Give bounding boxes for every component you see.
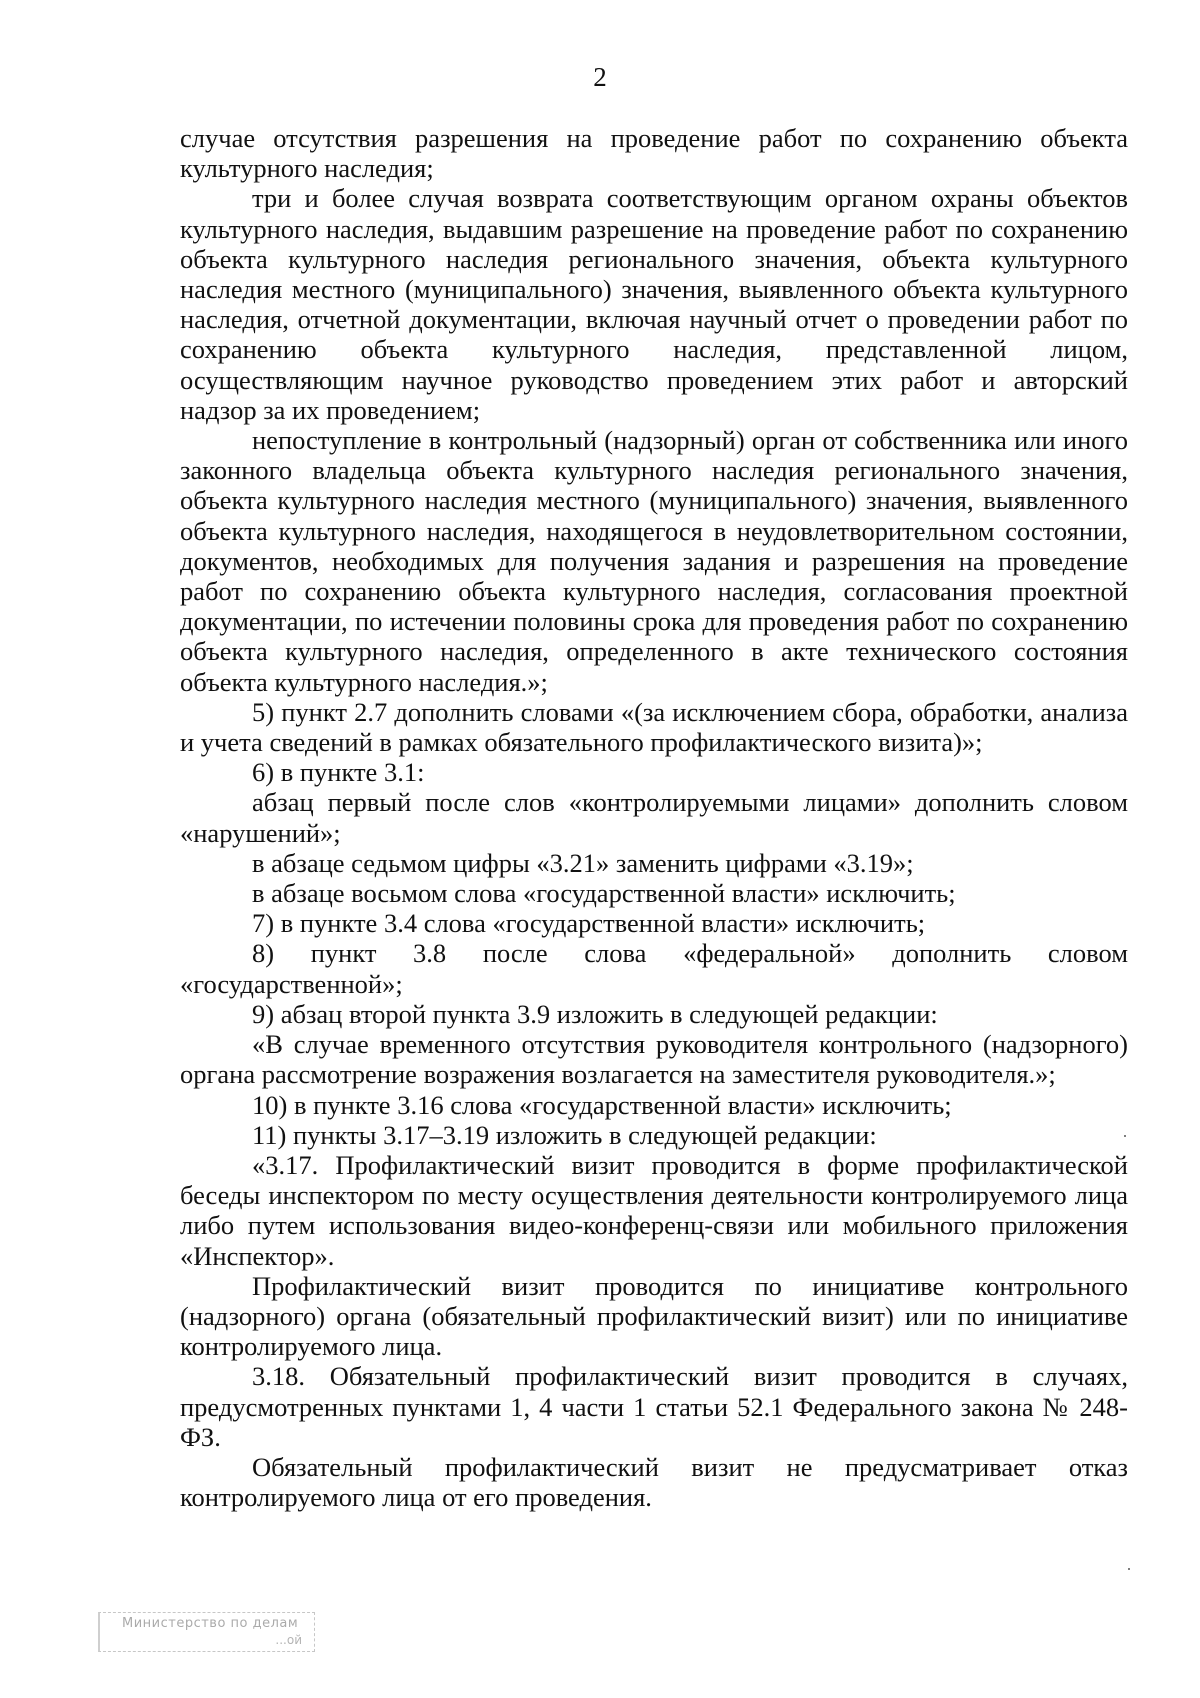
paragraph-12: «В случае временного отсутствия руководителя контрольного (надзорного) органа рассмотрение возражения возлагается на заместителя руководителя.»; <box>180 1029 1128 1090</box>
page-number: 2 <box>593 62 607 92</box>
paragraph-14: 11) пункты 3.17–3.19 изложить в следующей редакции: <box>252 1119 877 1150</box>
paragraph-7: в абзаце седьмом цифры «3.21» заменить цифрами «3.19»; <box>252 847 914 878</box>
stamp-text-line-2: ...ой <box>275 1633 302 1647</box>
paragraph-5: 6) в пункте 3.1: <box>252 757 425 788</box>
document-body <box>180 123 1128 1512</box>
paragraph-4: 5) пункт 2.7 дополнить словами «(за исключением сбора, обработки, анализа и учета сведений в рамках обязательного профилактического визита)»; <box>180 696 1128 758</box>
paragraph-10: 8) пункт 3.8 после слова «федеральной» дополнить словом «государственной»; <box>180 938 1128 999</box>
paragraph-15: «3.17. Профилактический визит проводится в форме профилактической беседы инспектором по месту осуществления деятельности контролируемого лица либо путем использования видео-конференц-связи или мобильного приложения «Инспектор». <box>180 1149 1128 1271</box>
paragraph-13: 10) в пункте 3.16 слова «государственной власти» исключить; <box>252 1089 952 1120</box>
paragraph-6: абзац первый после слов «контролируемыми лицами» дополнить словом «нарушений»; <box>180 787 1128 848</box>
scan-speck <box>1128 1568 1130 1570</box>
scan-speck <box>1124 1135 1126 1137</box>
paragraph-18: Обязательный профилактический визит не предусматривает отказ контролируемого лица от его проведения. <box>180 1451 1128 1513</box>
registration-stamp <box>98 1612 315 1652</box>
paragraph-8: в абзаце восьмом слова «государственной власти» исключить; <box>252 878 956 909</box>
paragraph-16: Профилактический визит проводится по инициативе контрольного (надзорного) органа (обязательный профилактический визит) или по инициативе контролируемого лица. <box>180 1270 1128 1362</box>
paragraph-3: непоступление в контрольный (надзорный) орган от собственника или иного законного владельца объекта культурного наследия регионального значения, объекта культурного наследия местного (муниципального) значения, выявленного объекта культурного наследия, находящегося в неудовлетворительном состоянии, документов, необходимых для получения задания и разрешения на проведение работ по сохранению объекта культурного наследия, согласования проектной документации, по истечении половины срока для проведения работ по сохранению объекта культурного наследия, определенного в акте технического состояния объекта культурного наследия.»; <box>180 425 1128 697</box>
paragraph-2: три и более случая возврата соответствующим органом охраны объектов культурного наследия, выдавшим разрешение на проведение работ по сохранению объекта культурного наследия регионального значения, объекта культурного наследия местного (муниципального) значения, выявленного объекта культурного наследия, отчетной документации, включая научный отчет о проведении работ по сохранению объекта культурного наследия, представленной лицом, осуществляющим научное руководство проведением этих работ и авторский надзор за их проведением; <box>180 183 1128 425</box>
paragraph-9: 7) в пункте 3.4 слова «государственной власти» исключить; <box>252 908 926 939</box>
paragraph-11: 9) абзац второй пункта 3.9 изложить в следующей редакции: <box>252 998 938 1029</box>
paragraph-1: случае отсутствия разрешения на проведение работ по сохранению объекта культурного наследия; <box>180 123 1128 184</box>
paragraph-17: 3.18. Обязательный профилактический визит проводится в случаях, предусмотренных пунктами 1, 4 части 1 статьи 52.1 Федерального закона № 248-ФЗ. <box>180 1361 1128 1452</box>
stamp-text-line-1: Министерство по делам <box>122 1616 299 1631</box>
